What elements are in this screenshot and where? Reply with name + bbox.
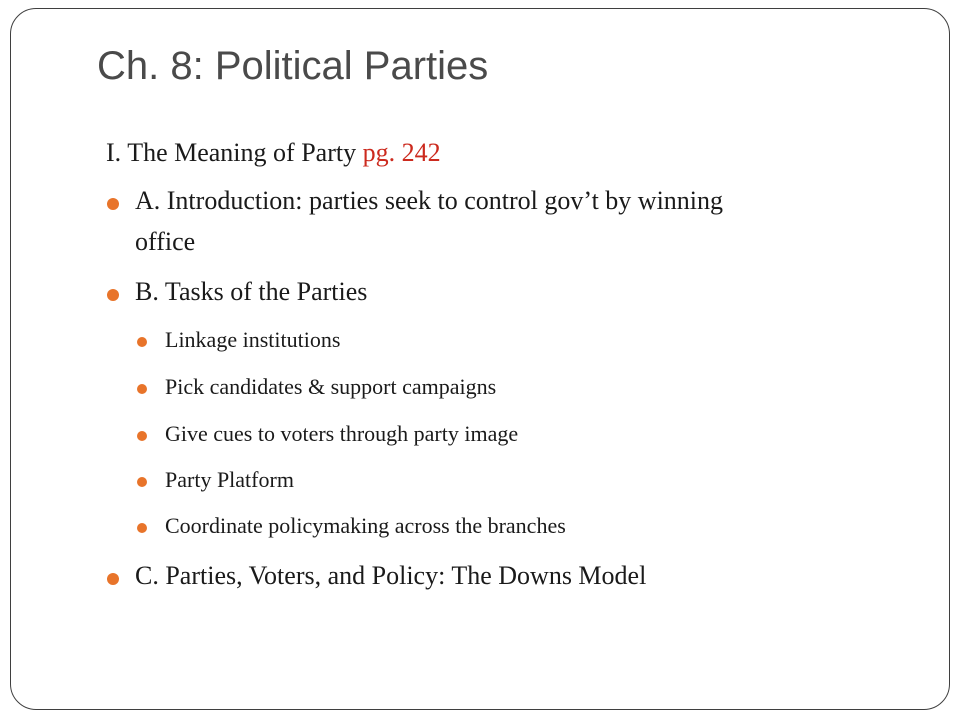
page-reference: pg. 242 — [362, 138, 441, 167]
sub-item: Give cues to voters through party image — [165, 421, 519, 446]
bullet-icon — [107, 289, 119, 301]
list-item-a-line1: A. Introduction: parties seek to control gov’t by winning — [135, 186, 724, 215]
slide-title: Ch. 8: Political Parties — [97, 44, 489, 88]
sub-item: Linkage institutions — [165, 327, 341, 352]
sub-item: Coordinate policymaking across the branches — [165, 513, 566, 538]
sub-item: Pick candidates & support campaigns — [165, 374, 497, 399]
section-heading — [106, 138, 441, 168]
sub-item: Party Platform — [165, 467, 294, 492]
list-item-b: B. Tasks of the Parties — [135, 277, 368, 306]
sub-bullet-icon — [137, 337, 147, 347]
list-item-c: C. Parties, Voters, and Policy: The Downs Model — [135, 561, 647, 590]
sub-bullet-icon — [137, 431, 147, 441]
section-heading-text: I. The Meaning of Party — [106, 138, 363, 167]
sub-bullet-icon — [137, 384, 147, 394]
bullet-icon — [107, 198, 119, 210]
sub-bullet-icon — [137, 523, 147, 533]
slide-frame — [10, 8, 950, 710]
sub-bullet-icon — [137, 477, 147, 487]
bullet-icon — [107, 573, 119, 585]
list-item-a-line2: office — [135, 227, 196, 256]
